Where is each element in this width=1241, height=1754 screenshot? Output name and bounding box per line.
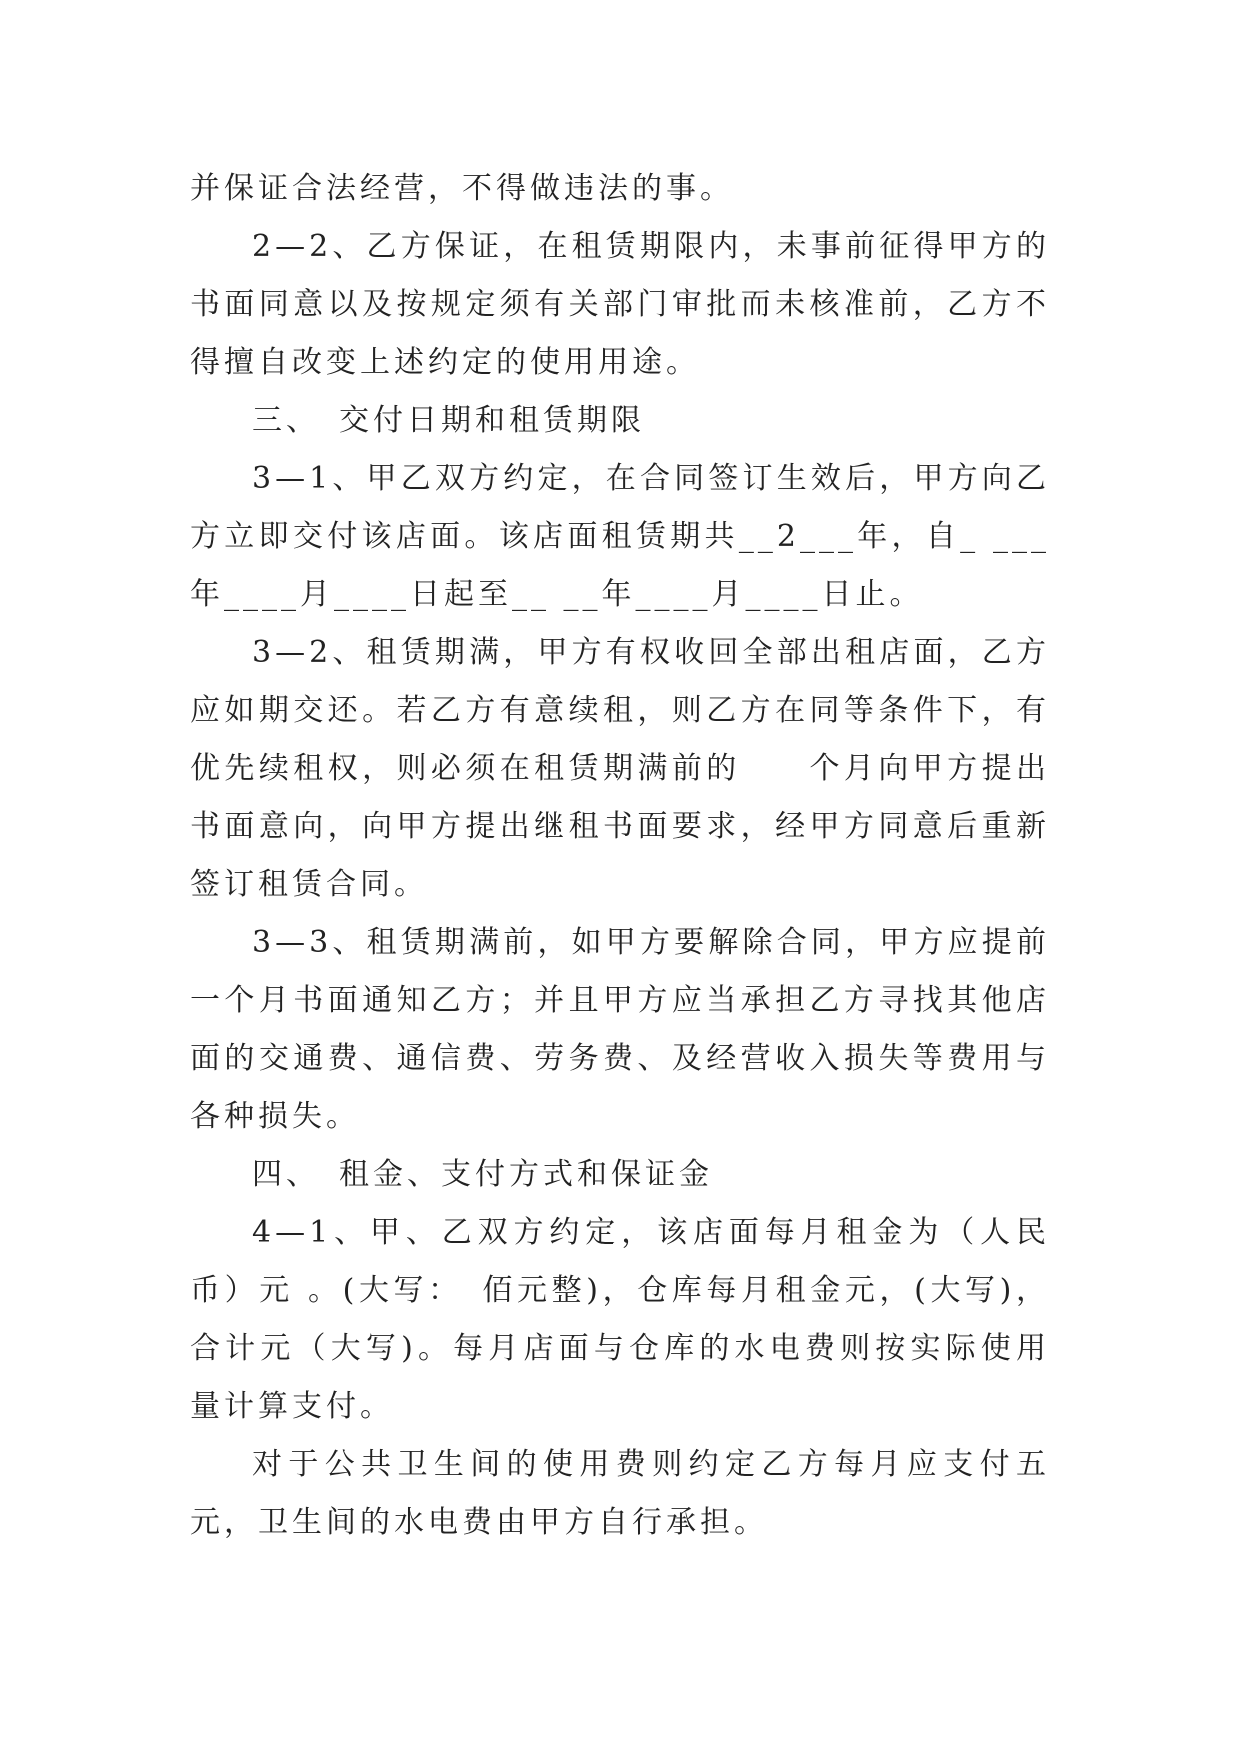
clause-3-1: 3—1、甲乙双方约定，在合同签订生效后，甲方向乙方立即交付该店面。该店面租赁期共__2___年，自_ ___年____月____日起至__ __年____月____日止。 (190, 461, 1050, 612)
document-body (190, 160, 1050, 1552)
section-heading-4: 四、 租金、支付方式和保证金 (252, 1157, 713, 1192)
clause-2-2: 2—2、乙方保证，在租赁期限内，未事前征得甲方的书面同意以及按规定须有关部门审批而未核准前，乙方不得擅自改变上述约定的使用用途。 (190, 229, 1050, 380)
section-heading-3: 三、 交付日期和租赁期限 (252, 403, 645, 438)
clause-4-1: 4—1、甲、乙双方约定，该店面每月租金为（人民币）元 。(大写： 佰元整)，仓库每月租金元，(大写)，合计元（大写)。每月店面与仓库的水电费则按实际使用量计算支付。 (190, 1215, 1050, 1424)
paragraph-continuation: 并保证合法经营，不得做违法的事。 (190, 171, 734, 206)
clause-3-3: 3—3、租赁期满前，如甲方要解除合同，甲方应提前一个月书面通知乙方；并且甲方应当承担乙方寻找其他店面的交通费、通信费、劳务费、及经营收入损失等费用与各种损失。 (190, 925, 1050, 1134)
clause-restroom-fee: 对于公共卫生间的使用费则约定乙方每月应支付五元，卫生间的水电费由甲方自行承担。 (190, 1447, 1050, 1540)
clause-3-2: 3—2、租赁期满，甲方有权收回全部出租店面，乙方应如期交还。若乙方有意续租，则乙方在同等条件下，有优先续租权，则必须在租赁期满前的 个月向甲方提出书面意向，向甲方提出继租书面要求，经甲方同意后重新签订租赁合同。 (190, 635, 1050, 902)
